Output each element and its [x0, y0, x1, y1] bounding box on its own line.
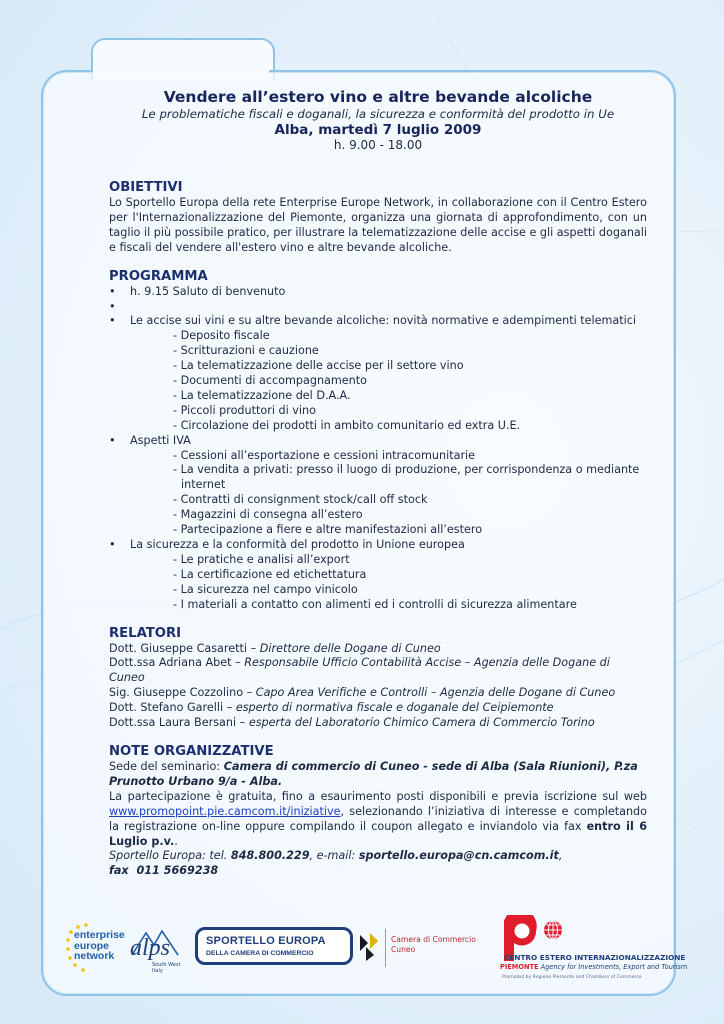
program-subtopic: - Piccoli produttori di vino — [173, 403, 316, 417]
page-subtitle: Le problematiche fiscali e doganali, la sicurezza e conformità del prodotto in Ue — [141, 107, 615, 121]
program-subtopic: - Le pratiche e analisi all’export — [173, 552, 350, 566]
sportello-europa-logo: SPORTELLO EUROPA DELLA CAMERA DI COMMERCIO — [195, 927, 353, 965]
program-subtopic: - La telematizzazione delle accise per il settore vino — [173, 359, 464, 373]
event-time: h. 9.00 - 18.00 — [333, 138, 423, 152]
relatore-name: Dott.ssa Adriana Abet — [109, 656, 232, 670]
relatore-row: Dott. Giuseppe Casaretti – Direttore delle Dogane di Cuneo — [109, 641, 441, 655]
registration-link[interactable]: www.promopoint.pie.camcom.it/iniziative — [109, 804, 341, 818]
relatore-row: Sig. Giuseppe Cozzolino – Capo Area Verifiche e Controlli – Agenzia delle Dogane di Cuneo — [109, 686, 616, 700]
globe-icon — [543, 920, 563, 940]
een-wordmark: enterprise europe network — [74, 929, 125, 962]
obiettivi-text: Lo Sportello Europa della rete Enterprise Europe Network, in collaborazione con il Centro Estero per l'Internazionalizzazione del Piemonte, organizza una giornata di approfondimento, con un taglio il più possibile pratico, per illustrare la telematizzazione delle accise e gli aspetti doganali e fiscali del vendere all'estero vino e altre bevande alcoliche. — [109, 196, 647, 254]
program-subtopic: - Magazzini di consegna all’estero — [173, 508, 363, 522]
program-subtopics — [130, 553, 647, 613]
relatore-row: Dott.ssa Adriana Abet – Responsabile Ufficio Contabilità Accise – Agenzia delle Dogane di Cuneo — [109, 656, 610, 685]
program-subtopic: - Documenti di accompagnamento — [173, 374, 367, 388]
camera-commercio-cuneo-logo: Camera di Commercio Cuneo — [358, 929, 478, 969]
enterprise-europe-network-logo — [64, 921, 126, 977]
program-topic-label: • Aspetti IVA — [130, 433, 191, 447]
relatore-name: Dott. Stefano Garelli — [109, 701, 224, 715]
fax-line: fax 011 5669238 — [109, 864, 219, 878]
fax-number: 011 5669238 — [136, 864, 219, 878]
note-venue: Sede del seminario: Camera di commercio di Cuneo - sede di Alba (Sala Riunioni), P.za Prunotto Urbano 9/a - Alba. — [109, 759, 638, 788]
programma-topics — [109, 314, 647, 612]
program-subtopic: - La vendita a privati: presso il luogo di produzione, per corrispondenza o mediante internet — [173, 463, 640, 492]
alps-logo: alps South West Italy — [130, 927, 186, 973]
contact-line: Sportello Europa: tel. 848.800.229, e-mail: sportello.europa@cn.camcom.it, — [109, 849, 563, 863]
programma-list — [109, 285, 647, 315]
event-date: Alba, martedì 7 luglio 2009 — [274, 122, 482, 138]
program-subtopic: - La certificazione ed etichettatura — [173, 567, 367, 581]
program-subtopic: - La sicurezza nel campo vinicolo — [173, 582, 358, 596]
deadline: entro il 6 Luglio p.v. — [109, 819, 647, 848]
program-subtopic: - Partecipazione a fiere e altre manifestazioni all’estero — [173, 523, 483, 537]
relatore-row: Dott.ssa Laura Bersani – esperta del Laboratorio Chimico Camera di Commercio Torino — [109, 716, 595, 730]
relatore-role: esperto di normativa fiscale e doganale del Ceipiemonte — [235, 701, 554, 715]
section-heading-note: NOTE ORGANIZZATIVE — [109, 743, 274, 759]
list-item: • h. 9.15 Saluto di benvenuto — [109, 285, 647, 300]
relatore-role: Capo Area Verifiche e Controlli – Agenzia delle Dogane di Cuneo — [255, 686, 616, 700]
section-heading-programma: PROGRAMMA — [109, 268, 208, 284]
relatore-name: Dott. Giuseppe Casaretti — [109, 641, 248, 655]
phone-number: 848.800.229 — [230, 849, 310, 863]
email-address[interactable]: sportello.europa@cn.camcom.it — [358, 849, 559, 863]
program-subtopic: - Deposito fiscale — [173, 329, 270, 343]
program-subtopics — [130, 329, 647, 433]
page-title: Vendere all’estero vino e altre bevande alcoliche — [163, 88, 593, 106]
chamber-emblem-icon — [358, 931, 380, 961]
program-subtopic: - Cessioni all’esportazione e cessioni intracomunitarie — [173, 448, 476, 462]
program-topic — [109, 314, 647, 433]
program-subtopic: - Contratti di consignment stock/call off stock — [173, 493, 428, 507]
document-body — [109, 88, 647, 879]
program-subtopic: - Circolazione dei prodotti in ambito comunitario ed extra U.E. — [173, 418, 521, 432]
logo-strip — [58, 915, 688, 990]
relatore-role: Direttore delle Dogane di Cuneo — [259, 641, 441, 655]
program-topic — [109, 434, 647, 538]
note-registration: La partecipazione è gratuita, fino a esaurimento posti disponibili e previa iscrizione sul web www.promopoint.pie.camcom.it/iniziative, selezionando l’iniziativa di interesse e completando la registrazione on-line oppure compilando il coupon allegato e inviandolo via fax entro il 6 Luglio p.v.. — [109, 789, 647, 848]
program-subtopic: - La telematizzazione del D.A.A. — [173, 388, 351, 402]
relatore-row: Dott. Stefano Garelli – esperto di normativa fiscale e doganale del Ceipiemonte — [109, 701, 554, 715]
section-heading-relatori: RELATORI — [109, 625, 182, 641]
program-topic-label: • La sicurezza e la conformità del prodotto in Unione europea — [130, 538, 465, 552]
header — [109, 88, 647, 153]
program-subtopic: - I materiali a contatto con alimenti ed i controlli di sicurezza alimentare — [173, 597, 577, 611]
relatori-list — [109, 642, 647, 731]
relatore-role: Responsabile Ufficio Contabilità Accise – Agenzia delle Dogane di Cuneo — [109, 656, 610, 685]
ceipiemonte-logo: CENTRO ESTERO INTERNAZIONALIZZAZIONE PIEMONTE Agency for Investments, Export and Tourism Promoted by Regione Piemonte and Chambers of Commerce — [498, 915, 680, 989]
relatore-name: Dott.ssa Laura Bersani — [109, 716, 237, 730]
ceip-title: CENTRO ESTERO INTERNAZIONALIZZAZIONE — [504, 953, 686, 962]
program-subtopics — [130, 449, 647, 538]
relatore-role: esperta del Laboratorio Chimico Camera di Commercio Torino — [248, 716, 595, 730]
relatore-name: Sig. Giuseppe Cozzolino — [109, 686, 244, 700]
program-topic-label: • Le accise sui vini e su altre bevande alcoliche: novità normative e adempimenti telematici — [130, 314, 637, 328]
program-topic — [109, 538, 647, 613]
section-heading-obiettivi: OBIETTIVI — [109, 180, 183, 195]
program-subtopic: - Scritturazioni e cauzione — [173, 344, 319, 358]
